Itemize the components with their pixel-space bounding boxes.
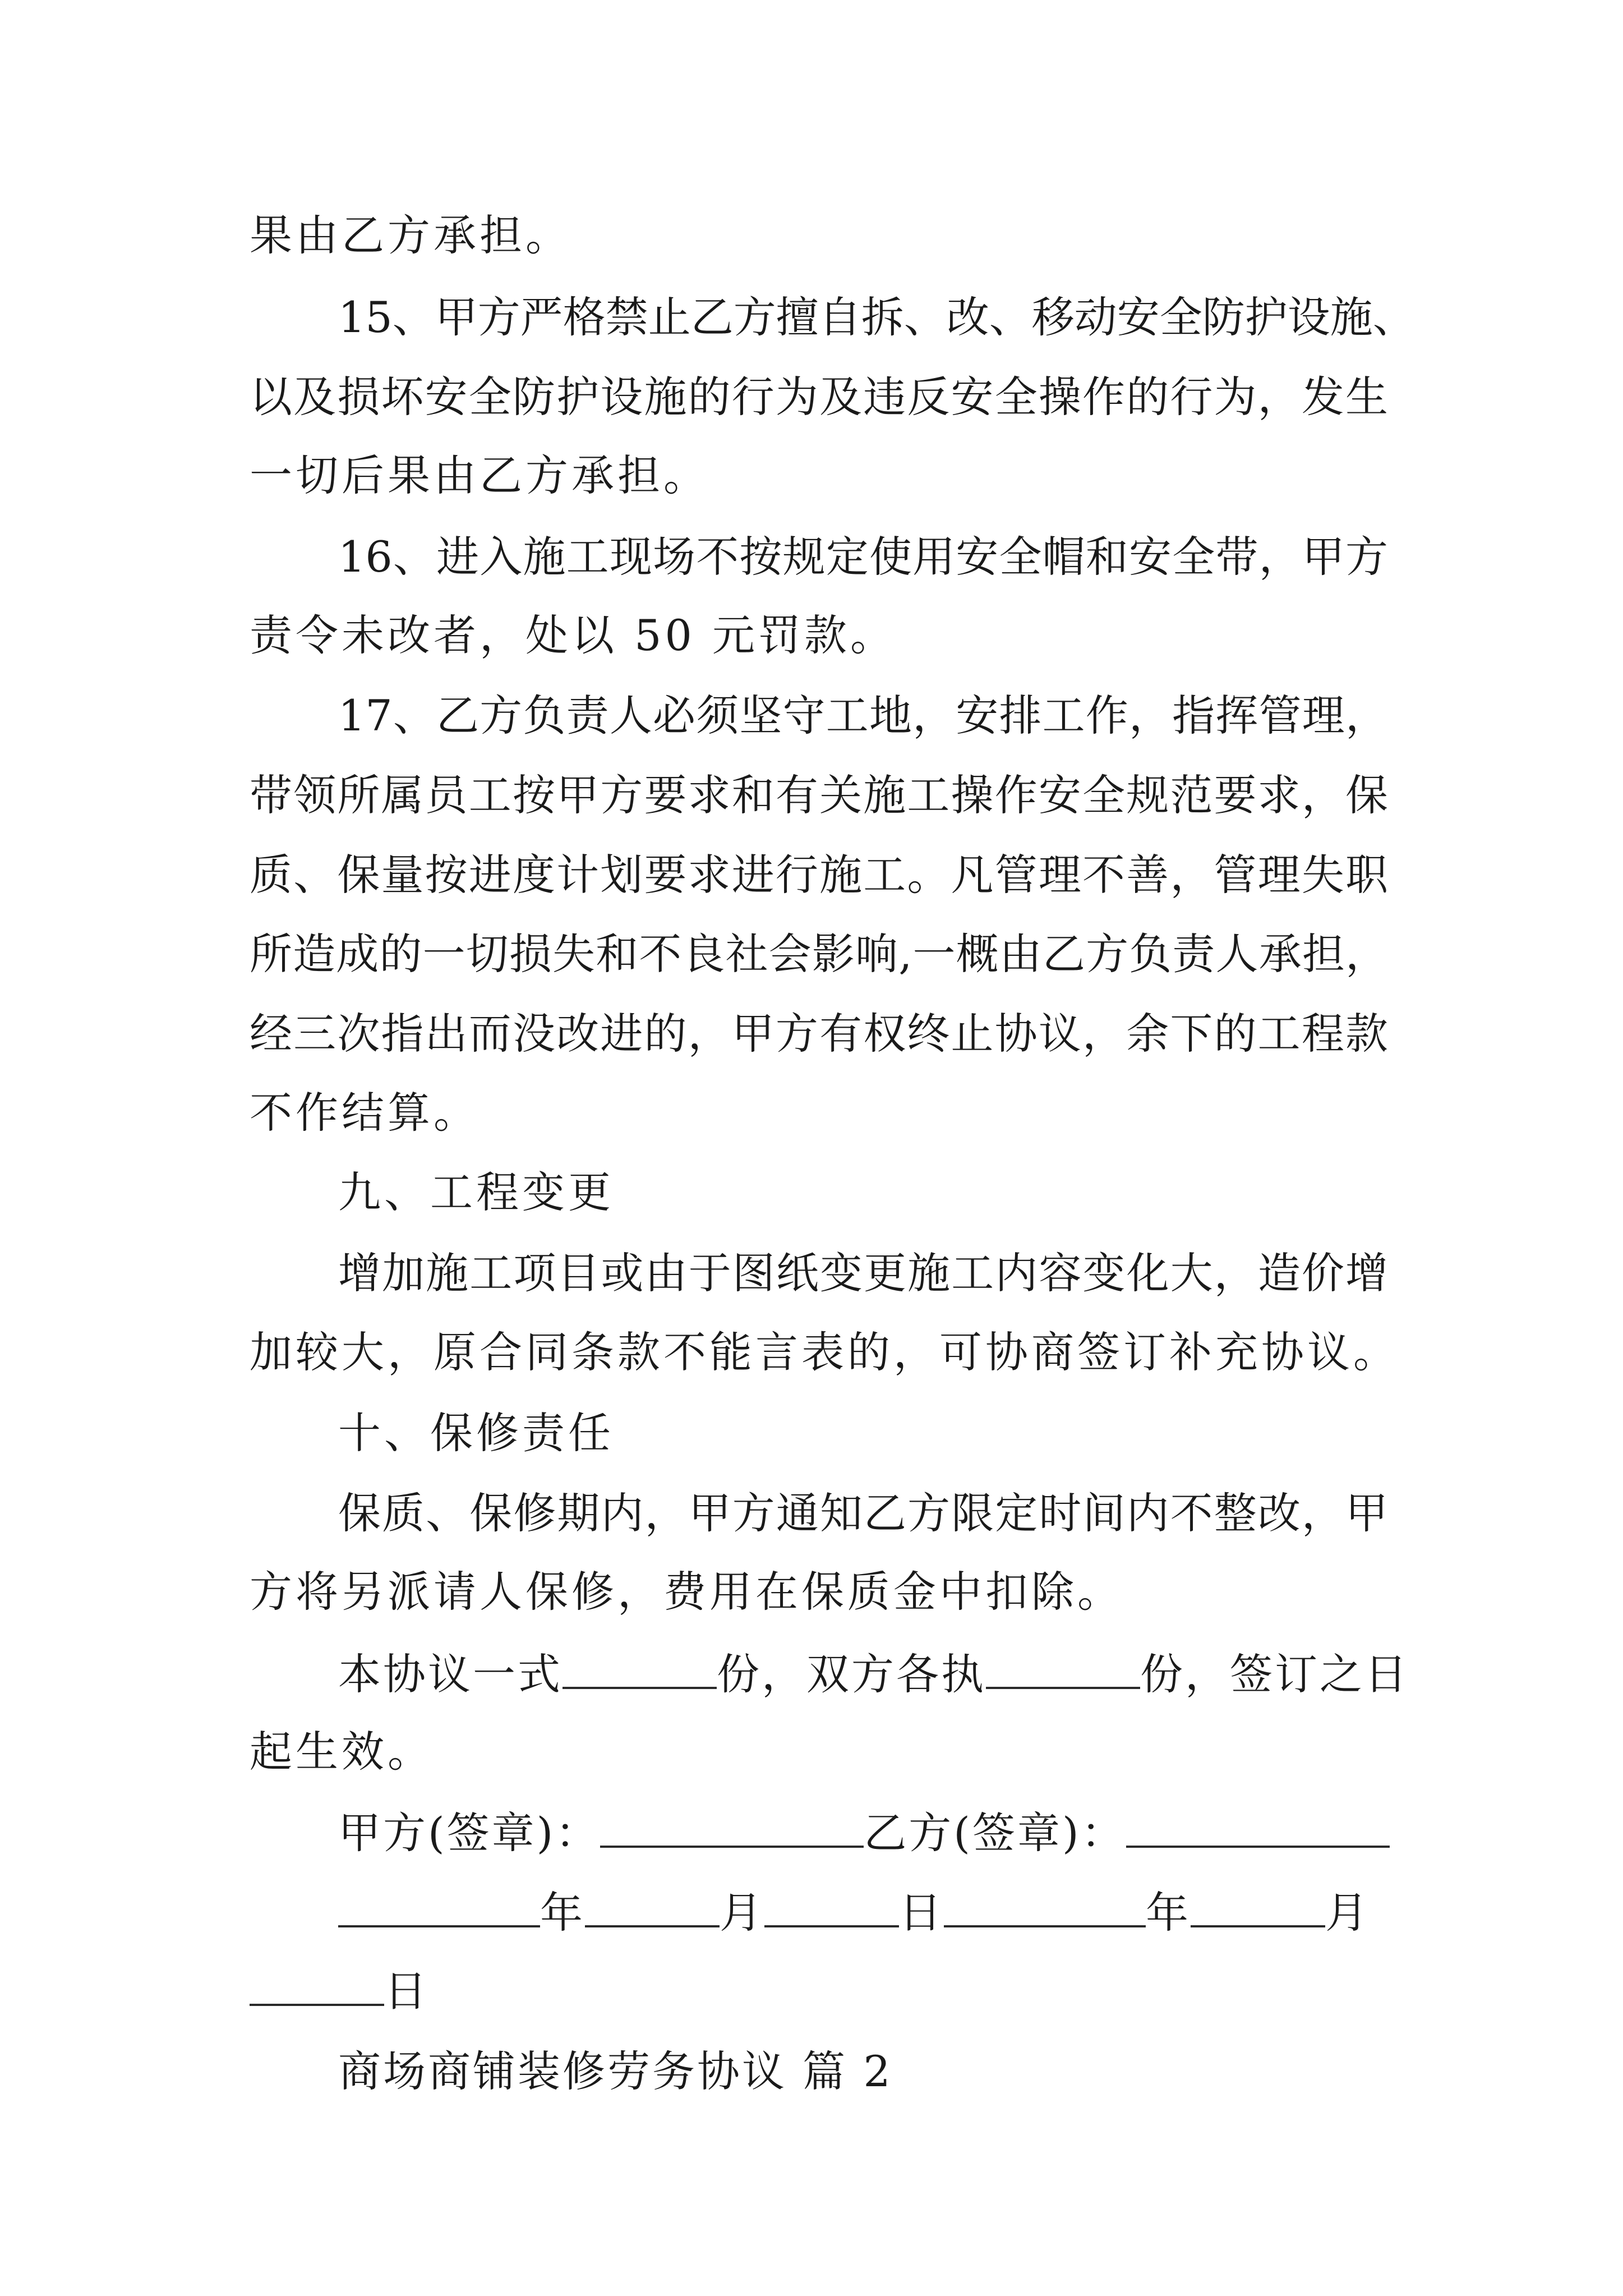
clause-17-line-2: 带领所属员工按甲方要求和有关施工操作安全规范要求，保: [250, 770, 1388, 820]
copies-mid: 份，双方各执: [717, 1649, 986, 1699]
party-b-label: 乙方(签章)：: [864, 1808, 1126, 1858]
clause-16-line-1: 16、进入施工现场不按规定使用安全帽和安全带，甲方: [338, 532, 1388, 582]
party-a-month-blank[interactable]: [585, 1890, 720, 1927]
party-b-day-blank[interactable]: [250, 1969, 384, 2006]
party-a-month-label: 月: [720, 1888, 764, 1938]
copies-line-1: [338, 1649, 1409, 1699]
clause-17-line-1: 17、乙方负责人必须坚守工地，安排工作，指挥管理，: [338, 691, 1388, 740]
party-b-day-label: 日: [384, 1966, 429, 2016]
signature-row: [338, 1808, 1390, 1858]
section-9-heading: 九、工程变更: [338, 1167, 614, 1217]
clause-17-line-5: 经三次指出而没改进的，甲方有权终止协议，余下的工程款: [250, 1009, 1388, 1059]
clause-15-line-1: 15、甲方严格禁止乙方擅自拆、改、移动安全防护设施、: [338, 292, 1415, 342]
section-10-heading: 十、保修责任: [338, 1408, 614, 1458]
party-b-year-blank[interactable]: [944, 1890, 1146, 1927]
copies-line-2: 起生效。: [250, 1727, 434, 1777]
clause-16-line-2: 责令未改者，处以 50 元罚款。: [250, 610, 897, 660]
party-a-year-blank[interactable]: [338, 1890, 540, 1927]
clause-15-line-3: 一切后果由乙方承担。: [250, 450, 709, 500]
party-a-day-label: 日: [899, 1888, 944, 1938]
clause-17-line-6: 不作结算。: [250, 1088, 479, 1138]
date-row: [338, 1888, 1370, 1938]
section-9-line-2: 加较大，原合同条款不能言表的，可协商签订补充协议。: [250, 1327, 1399, 1377]
copies-prefix: 本协议一式: [338, 1649, 562, 1699]
party-a-label: 甲方(签章)：: [338, 1808, 601, 1858]
party-b-month-blank[interactable]: [1191, 1890, 1325, 1927]
party-b-year-label: 年: [1146, 1888, 1191, 1938]
copies-total-blank[interactable]: [562, 1652, 717, 1689]
clause-17-line-4: 所造成的一切损失和不良社会影响,一概由乙方负责人承担，: [250, 929, 1388, 979]
next-section-title: 商场商铺装修劳务协议 篇 2: [338, 2046, 893, 2096]
clause-15-line-2: 以及损坏安全防护设施的行为及违反安全操作的行为，发生: [250, 372, 1388, 422]
party-b-month-label: 月: [1325, 1888, 1370, 1938]
copies-each-blank[interactable]: [986, 1652, 1140, 1689]
copies-suffix: 份，签订之日: [1140, 1649, 1409, 1699]
date-row-continued: [250, 1966, 429, 2016]
section-10-line-2: 方将另派请人保修，费用在保质金中扣除。: [250, 1567, 1123, 1617]
party-a-day-blank[interactable]: [764, 1890, 899, 1927]
party-a-signature-blank[interactable]: [600, 1811, 864, 1848]
party-b-signature-blank[interactable]: [1126, 1811, 1390, 1848]
party-a-year-label: 年: [540, 1888, 585, 1938]
section-10-line-1: 保质、保修期内，甲方通知乙方限定时间内不整改，甲: [338, 1488, 1388, 1538]
clause-14-tail: 果由乙方承担。: [250, 210, 571, 260]
section-9-line-1: 增加施工项目或由于图纸变更施工内容变化大，造价增: [338, 1248, 1388, 1298]
clause-17-line-3: 质、保量按进度计划要求进行施工。凡管理不善，管理失职: [250, 850, 1388, 900]
